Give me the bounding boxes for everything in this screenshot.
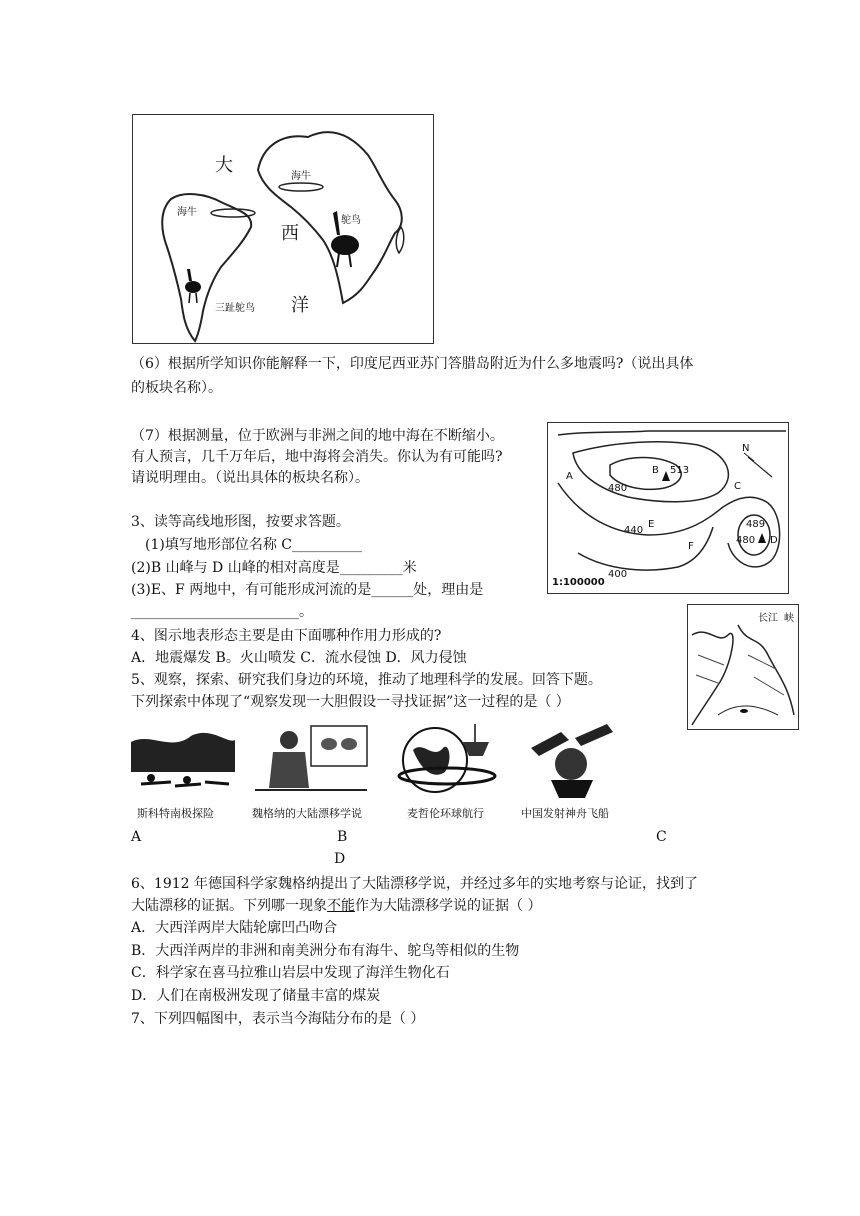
q6-line2: 的板块名称）。 [131, 380, 222, 396]
s6-line2-underlined: 不能 [327, 898, 355, 914]
s6-line2 [131, 896, 541, 916]
contour-scale: 1:100000 [552, 577, 605, 588]
continent-map-figure [132, 114, 434, 344]
contour-label-d: D [770, 535, 778, 546]
s3-q3: (3)E、F 两地中，有可能形成河流的是______处，理由是 [131, 582, 484, 598]
s5-option-a: A [131, 829, 142, 845]
s5-title: 5、观察，探索、研究我们身边的环境，推动了地理科学的发展。回答下题。 [131, 672, 602, 688]
landscape-figure [687, 604, 799, 730]
s5-option-d: D [334, 851, 346, 867]
s6-line2-b: 作为大陆漂移学说的证据（ ） [355, 898, 542, 914]
s6-option-a: A．大西洋两岸大陆轮廓凹凸吻合 [131, 920, 338, 936]
caption-shenzhou: 中国发射神舟飞船 [521, 807, 609, 820]
s5-option-b: B [337, 829, 348, 845]
s5-option-c: C [656, 829, 667, 845]
map-label-hainiu-africa: 海牛 [291, 171, 311, 182]
q7-line1: （7）根据测量，位于欧洲与非洲之间的地中海在不断缩小。 [131, 428, 504, 444]
s4-title: 4、图示地表形态主要是由下面哪种作用力形成的? [131, 628, 442, 644]
q6-line1: （6）根据所学知识你能解释一下，印度尼西亚苏门答腊岛附近为什么多地震吗?（说出具体 [131, 356, 694, 372]
contour-value-400: 400 [608, 569, 628, 580]
contour-label-c: C [734, 481, 741, 492]
caption-wegener: 魏格纳的大陆漂移学说 [252, 807, 362, 820]
picture-shenzhou [521, 718, 617, 802]
contour-label-b: B [652, 465, 659, 476]
landscape-label2: 峡 [784, 613, 794, 624]
contour-label-f: F [688, 541, 694, 552]
s6-option-b: B．大西洋两岸的非洲和南美洲分布有海牛、鸵鸟等相似的生物 [131, 943, 520, 959]
picture-wegener [249, 718, 373, 802]
caption-scott: 斯科特南极探险 [137, 807, 214, 820]
s3-q1: (1)填写地形部位名称 C__________ [145, 537, 362, 553]
map-label-yang: 洋 [291, 295, 309, 316]
s3-q2: (2)B 山峰与 D 山峰的相对高度是_________米 [131, 560, 417, 576]
contour-value-513: 513 [670, 465, 690, 476]
contour-lines [548, 423, 788, 593]
contour-value-480a: 480 [608, 483, 628, 494]
map-label-da: 大 [215, 155, 233, 176]
landscape-label: 长江 [758, 613, 778, 624]
s5-question: 下列探索中体现了“观察发现一大胆假设一寻找证据”这一过程的是（ ） [131, 694, 570, 710]
s3-q3b: ________________________。 [131, 604, 313, 620]
s6-line1: 6、1912 年德国科学家魏格纳提出了大陆漂移学说，并经过多年的实地考察与论证，找到了 [131, 876, 698, 892]
q7-line3: 请说明理由。（说出具体的板块名称）。 [131, 470, 369, 486]
caption-magellan: 麦哲伦环球航行 [407, 807, 484, 820]
map-label-santuo: 三趾鸵鸟 [215, 303, 255, 314]
contour-label-e: E [648, 519, 655, 530]
gorge-drawing [688, 605, 798, 729]
s3-title: 3、读等高线地形图，按要求答题。 [131, 514, 350, 530]
contour-label-n: N [742, 443, 750, 454]
map-label-hainiu-america: 海牛 [177, 207, 197, 218]
s6-option-d: D．人们在南极洲发现了储量丰富的煤炭 [131, 988, 381, 1004]
contour-value-440: 440 [624, 525, 644, 536]
contour-value-480b: 480 [736, 535, 756, 546]
picture-scott-antarctic [131, 722, 235, 802]
contour-label-a: A [566, 471, 573, 482]
q7-line2: 有人预言，几千万年后，地中海将会消失。你认为有可能吗? [131, 449, 503, 465]
picture-magellan [393, 720, 501, 802]
contour-map-figure [547, 422, 789, 594]
map-label-tuoniao: 鸵鸟 [341, 215, 361, 226]
map-label-xi: 西 [281, 223, 299, 244]
s6-line2-a: 大陆漂移的证据。下列哪一现象 [131, 898, 327, 914]
s7-title: 7、下列四幅图中，表示当今海陆分布的是（ ） [131, 1011, 425, 1027]
s4-options: A．地震爆发 B。火山喷发 C．流水侵蚀 D．风力侵蚀 [131, 650, 467, 666]
contour-value-489: 489 [746, 519, 766, 530]
rhea-icon [185, 269, 201, 303]
s6-option-c: C．科学家在喜马拉雅山岩层中发现了海洋生物化石 [131, 965, 450, 981]
